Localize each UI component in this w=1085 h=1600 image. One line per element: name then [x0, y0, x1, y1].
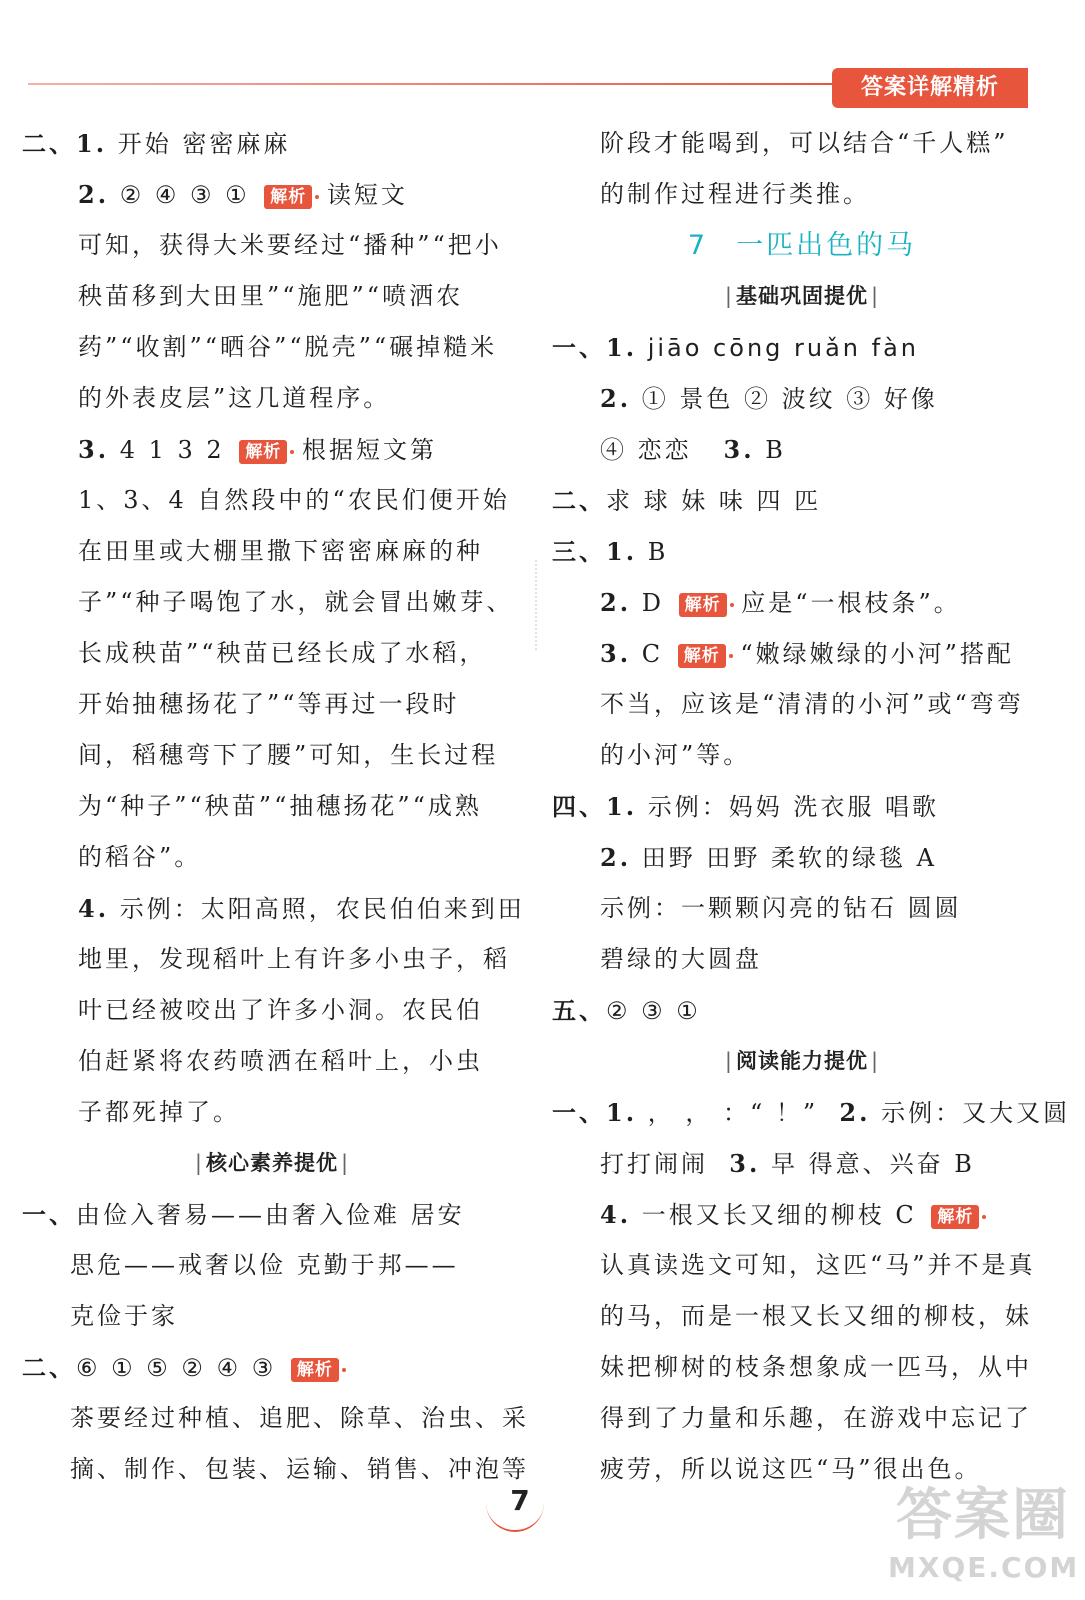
section-title [552, 271, 1052, 322]
section-title-text: 基础巩固提优 [736, 284, 868, 308]
text-line: 地里，发现稻叶上有许多小虫子，稻 [78, 945, 510, 973]
answer-line [552, 985, 1052, 1036]
answer-line [552, 526, 1052, 577]
answer-text: 示例：太阳高照，农民伯伯来到田 [119, 895, 525, 923]
title-bar-icon: | [871, 284, 880, 308]
answer-text: B [647, 538, 669, 566]
answer-text: 早 得意、兴奋 B [770, 1150, 975, 1178]
answer-line [22, 883, 525, 934]
watermark-logo: 答案圈 [896, 1483, 1070, 1548]
text-line: 思危——戒奢以俭 克勤于邦—— [70, 1251, 459, 1279]
text-line: 摘、制作、包装、运输、销售、冲泡等 [70, 1455, 529, 1483]
question-number: 2. [839, 1098, 871, 1127]
question-number: 4. [600, 1200, 632, 1229]
text-line: 开始抽穗扬花了”“等再过一段时 [78, 690, 460, 718]
section-title-text: 核心素养提优 [206, 1151, 338, 1175]
answer-line [552, 577, 1052, 628]
question-number: 2. [600, 843, 632, 872]
answer-text: 田野 田野 柔软的绿毯 A [641, 844, 937, 872]
text-line: 不当，应该是“清清的小河”或“弯弯 [600, 690, 1024, 718]
answer-line [22, 1189, 522, 1240]
lesson-title [552, 220, 1052, 271]
analysis-badge: 解析 [931, 1205, 979, 1229]
text-line: 1、3、4 自然段中的“农民们便开始 [78, 486, 510, 514]
question-number: 3. [723, 435, 755, 464]
title-bar-icon: | [724, 284, 733, 308]
text-line: 可知，获得大米要经过“播种”“把小 [78, 231, 502, 259]
right-column [552, 118, 1071, 1495]
answer-line [22, 424, 522, 475]
section-title-text: 阅读能力提优 [736, 1049, 868, 1073]
text-line: 的制作过程进行类推。 [600, 180, 870, 208]
answer-line [22, 169, 522, 220]
text-line: 间，稻穗弯下了腰”可知，生长过程 [78, 741, 499, 769]
question-number: 1. [606, 1098, 638, 1127]
section-title [22, 1138, 522, 1189]
answer-text: 示例：妈妈 洗衣服 唱歌 [647, 793, 939, 821]
question-number: 1. [606, 537, 638, 566]
text-line: 疲劳，所以说这匹“马”很出色。 [600, 1455, 982, 1483]
header-tab: 答案详解精析 [832, 68, 1028, 108]
section-title [552, 1036, 1052, 1087]
answer-line [552, 424, 1052, 475]
title-bar-icon: | [724, 1049, 733, 1073]
answer-text: ⑥ ① ⑤ ② ④ ③ [76, 1354, 277, 1382]
analysis-text: 读短文 [326, 181, 408, 209]
answer-text: ④ 恋恋 [600, 436, 692, 464]
answer-text: 打打闹闹 [600, 1150, 708, 1178]
question-number: 3. [729, 1149, 761, 1178]
text-line: 伯赶紧将农药喷洒在稻叶上，小虫 [78, 1047, 483, 1075]
section-number: 一、 [552, 333, 606, 362]
answer-text: 4 1 3 2 [119, 436, 225, 464]
header-rule [28, 83, 840, 85]
analysis-badge: 解析 [679, 593, 727, 617]
text-line: 叶已经被咬出了许多小洞。农民伯 [78, 996, 483, 1024]
text-line: 克俭于家 [70, 1302, 178, 1330]
answer-line [552, 1087, 1071, 1138]
question-number: 2. [600, 588, 632, 617]
analysis-badge: 解析 [264, 185, 312, 209]
answer-text: B [765, 436, 786, 464]
title-bar-icon: | [871, 1049, 880, 1073]
text-line: 秧苗移到大田里”“施肥”“喷洒农 [78, 282, 464, 310]
answer-line [552, 373, 1052, 424]
answer-text: 一根又长又细的柳枝 C [641, 1201, 917, 1229]
answer-text: ， ， ：“ ！” [647, 1099, 819, 1127]
answer-text: ② ④ ③ ① [119, 181, 250, 209]
lesson-title-text: 一匹出色的马 [736, 230, 917, 261]
section-number: 二、 [552, 486, 606, 515]
text-line: 子都死掉了。 [78, 1098, 240, 1126]
analysis-text: 根据短文第 [301, 436, 437, 464]
section-number: 五、 [552, 996, 606, 1025]
answer-text: ② ③ ① [606, 997, 701, 1025]
answer-line [552, 781, 1052, 832]
text-line: 阶段才能喝到，可以结合“千人糕” [600, 129, 1009, 157]
page-number: 7 [510, 1484, 530, 1517]
text-line: 的马，而是一根又长又细的柳枝，妹 [600, 1302, 1032, 1330]
question-number: 3. [78, 435, 110, 464]
question-number: 1. [606, 333, 638, 362]
section-number: 三、 [552, 537, 606, 566]
watermark [888, 1480, 1078, 1590]
answer-line [552, 1138, 1052, 1189]
text-line: 茶要经过种植、追肥、除草、治虫、采 [70, 1404, 529, 1432]
answer-text: 开始 密密麻麻 [117, 130, 291, 158]
question-number: 3. [600, 639, 632, 668]
answer-text: jiāo cōng ruǎn fàn [647, 334, 920, 362]
section-number: 一、 [22, 1200, 76, 1229]
text-line: 为“种子”“秧苗”“抽穗扬花”“成熟 [78, 792, 482, 820]
text-line: 认真读选文可知，这匹“马”并不是真 [600, 1251, 1036, 1279]
answer-text: 由俭入奢易——由奢入俭难 居安 [76, 1201, 465, 1229]
section-number: 四、 [552, 792, 606, 821]
analysis-text: “嫩绿嫩绿的小河”搭配 [740, 640, 1014, 668]
answer-text: D [641, 589, 664, 617]
text-line: 碧绿的大圆盘 [600, 945, 762, 973]
question-number: 1. [76, 129, 108, 158]
answer-text: C [641, 640, 664, 668]
question-number: 2. [78, 180, 110, 209]
left-column [22, 118, 529, 1495]
answer-text: 示例：又大又圆 [881, 1099, 1071, 1127]
text-line: 长成秧苗”“秧苗已经长成了水稻， [78, 639, 487, 667]
text-line: 的小河”等。 [600, 741, 751, 769]
column-divider [535, 560, 537, 650]
question-number: 4. [78, 894, 110, 923]
answer-text: ① 景色 ② 波纹 ③ 好像 [641, 385, 938, 413]
analysis-badge: 解析 [678, 644, 726, 668]
answer-line [22, 118, 522, 169]
answer-text: 求 球 妹 味 四 匹 [606, 487, 822, 515]
text-line: 药”“收割”“晒谷”“脱壳”“碾掉糙米 [78, 333, 498, 361]
answer-line [552, 832, 1052, 883]
lesson-number: 7 [687, 230, 709, 261]
section-number: 二、 [22, 1353, 76, 1382]
answer-line [22, 1342, 522, 1393]
text-line: 在田里或大棚里撒下密密麻麻的种 [78, 537, 483, 565]
text-line: 得到了力量和乐趣，在游戏中忘记了 [600, 1404, 1032, 1432]
text-line: 示例：一颗颗闪亮的钻石 圆圆 [600, 894, 962, 922]
title-bar-icon: | [341, 1151, 350, 1175]
question-number: 1. [606, 792, 638, 821]
watermark-url: MXQE.COM [888, 1551, 1080, 1584]
section-number: 一、 [552, 1098, 606, 1127]
answer-line [552, 1189, 1052, 1240]
text-line: 的外表皮层”这几道程序。 [78, 384, 391, 412]
analysis-text: 应是“一根枝条”。 [741, 589, 961, 617]
title-bar-icon: | [194, 1151, 203, 1175]
text-line: 妹把柳树的枝条想象成一匹马，从中 [600, 1353, 1032, 1381]
text-line: 子”“种子喝饱了水，就会冒出嫩芽、 [78, 588, 514, 616]
answer-line [552, 322, 1052, 373]
analysis-badge: 解析 [239, 440, 287, 464]
section-number: 二、 [22, 129, 76, 158]
text-line: 的稻谷”。 [78, 843, 202, 871]
question-number: 2. [600, 384, 632, 413]
answer-line [552, 475, 1052, 526]
analysis-badge: 解析 [291, 1358, 339, 1382]
answer-line [552, 628, 1052, 679]
